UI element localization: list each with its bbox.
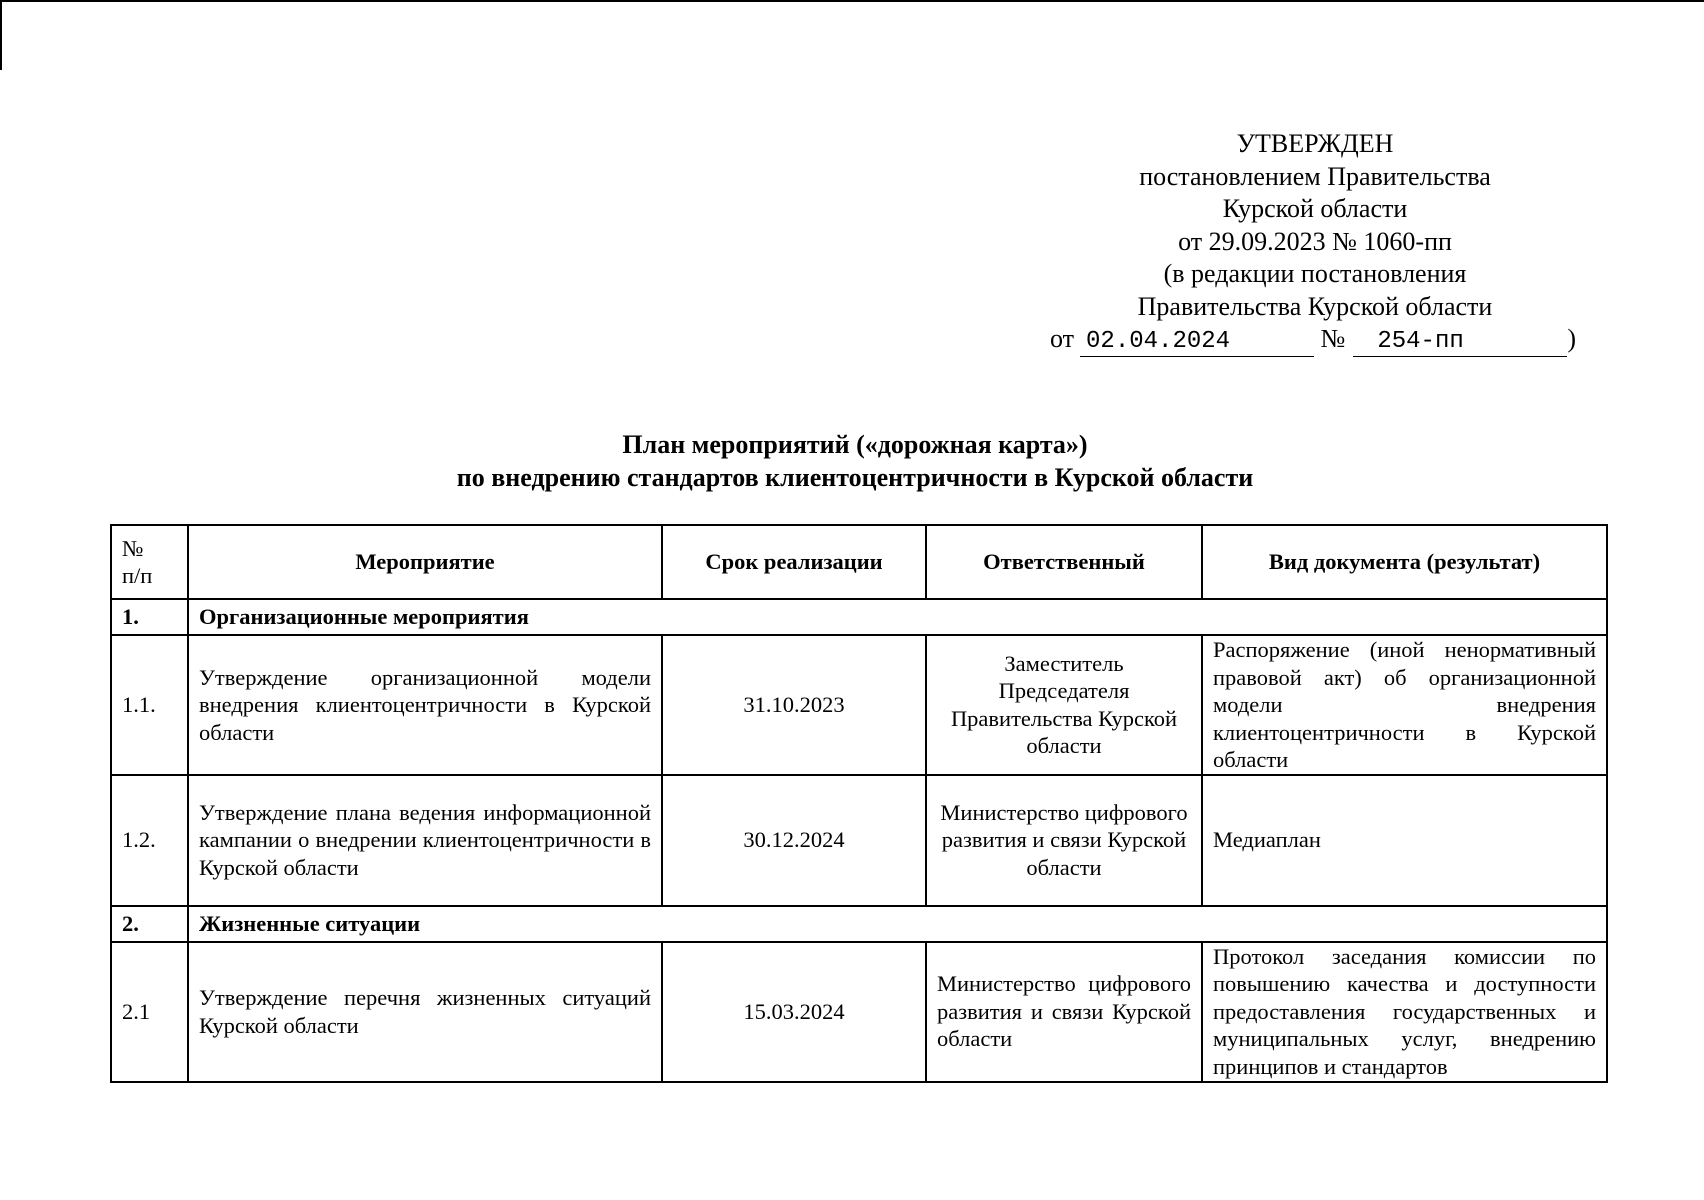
row-event: Утверждение перечня жизненных ситуаций Курской области: [188, 942, 662, 1082]
revision-from-label: от: [1050, 324, 1075, 353]
approval-line-4: (в редакции постановления: [1163, 259, 1467, 288]
approval-revision-line: [1050, 323, 1577, 357]
scan-edge-left: [0, 0, 2, 70]
row-responsible: Заместитель Председателя Правительства Курской области: [926, 635, 1202, 775]
table-row: [111, 775, 1607, 906]
approval-line-2: Курской области: [1222, 194, 1408, 223]
header-event: Мероприятие: [188, 525, 662, 599]
table-header-row: [111, 525, 1607, 599]
document-title-line-1: План мероприятий («дорожная карта»): [622, 430, 1088, 459]
header-deadline: Срок реализации: [662, 525, 926, 599]
row-event: Утверждение плана ведения информационной кампании о внедрении клиентоцентричности в Курской области: [188, 775, 662, 906]
row-num: 1.1.: [111, 635, 188, 775]
section-row-1: [111, 599, 1607, 635]
row-deadline: 15.03.2024: [662, 942, 926, 1082]
table-row: [111, 635, 1607, 775]
row-event: Утверждение организационной модели внедрения клиентоцентричности в Курской области: [188, 635, 662, 775]
row-deadline: 31.10.2023: [662, 635, 926, 775]
row-responsible: Министерство цифрового развития и связи Курской области: [926, 775, 1202, 906]
document-title-line-2: по внедрению стандартов клиентоцентричности в Курской области: [456, 463, 1254, 492]
section-title: Жизненные ситуации: [188, 906, 1607, 942]
header-result: Вид документа (результат): [1202, 525, 1607, 599]
approval-title: УТВЕРЖДЕН: [1236, 129, 1394, 158]
approval-line-3: от 29.09.2023 № 1060-пп: [1178, 226, 1452, 256]
revision-number: 254-пп: [1353, 328, 1567, 357]
scan-edge-top: [0, 0, 1704, 2]
section-num: 2.: [111, 906, 188, 942]
table-row: [111, 942, 1607, 1082]
revision-date: 02.04.2024: [1080, 328, 1314, 357]
approval-stamp-block: [1050, 128, 1577, 357]
row-result: Медиаплан: [1202, 775, 1607, 906]
revision-close-paren: ): [1567, 324, 1577, 353]
document-title: [110, 428, 1600, 494]
header-num-line-1: №: [122, 536, 144, 561]
row-num: 2.1: [111, 942, 188, 1082]
row-deadline: 30.12.2024: [662, 775, 926, 906]
approval-line-5: Правительства Курской области: [1137, 291, 1493, 321]
revision-number-label: №: [1320, 324, 1346, 353]
header-num: [111, 525, 188, 599]
approval-line-1: постановлением Правительства: [1139, 161, 1491, 191]
row-num: 1.2.: [111, 775, 188, 906]
header-num-line-2: п/п: [122, 563, 153, 588]
section-title: Организационные мероприятия: [188, 599, 1607, 635]
section-num: 1.: [111, 599, 188, 635]
roadmap-table: [110, 524, 1608, 1083]
row-result: Протокол заседания комиссии по повышению качества и доступности предоставления государственных и муниципальных услуг, внедрению принципов и стандартов: [1202, 942, 1607, 1082]
row-responsible: Министерство цифрового развития и связи Курской области: [926, 942, 1202, 1082]
row-result: Распоряжение (иной ненормативный правовой акт) об организационной модели внедрения клиентоцентричности в Курской области: [1202, 635, 1607, 775]
section-row-2: [111, 906, 1607, 942]
header-responsible: Ответственный: [926, 525, 1202, 599]
